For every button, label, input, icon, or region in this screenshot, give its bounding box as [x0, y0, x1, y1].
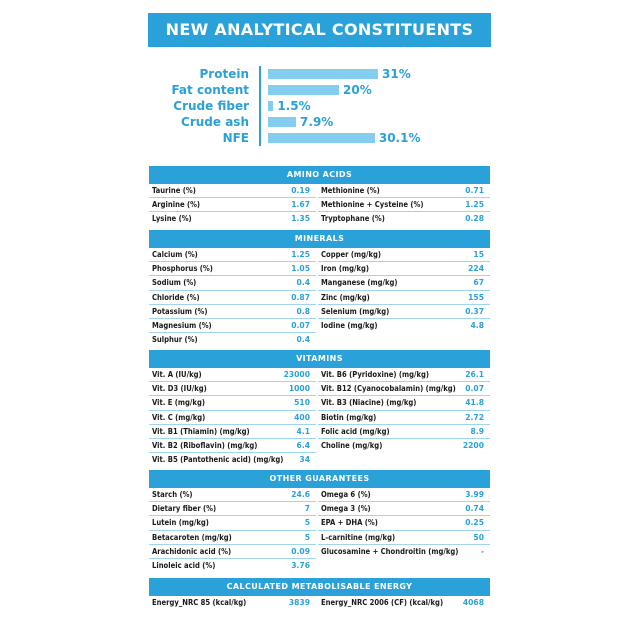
bar-value-label: 20% — [343, 83, 372, 97]
nutrient-value: 1.35 — [291, 214, 310, 224]
table-cell — [318, 198, 490, 212]
table-cell — [149, 291, 316, 305]
nutrient-name: Vit. A (IU/kg) — [152, 370, 202, 379]
nutrient-name: Energy_NRC 85 (kcal/kg) — [152, 598, 247, 607]
bar — [268, 133, 375, 143]
nutrient-value: 50 — [473, 532, 484, 542]
table-row — [149, 502, 490, 516]
nutrient-name: Taurine (%) — [152, 186, 196, 195]
table-cell — [149, 596, 316, 610]
table-row — [149, 439, 490, 453]
nutrient-value: 4068 — [462, 598, 484, 607]
table-row — [149, 596, 490, 610]
nutrient-value: 8.9 — [470, 426, 484, 436]
nutrient-name: Sodium (%) — [152, 278, 197, 288]
table-cell — [318, 488, 490, 502]
table-cell — [149, 396, 316, 410]
bar-value-label: 1.5% — [277, 99, 311, 113]
bar-label: Crude fiber — [173, 99, 249, 113]
table-row — [149, 488, 490, 502]
bar-value-label: 31% — [382, 67, 411, 81]
nutrient-value: 155 — [468, 292, 484, 302]
section-header: VITAMINS — [149, 350, 490, 368]
nutrient-value: 2.72 — [465, 412, 484, 422]
nutrient-name: Tryptophane (%) — [321, 214, 385, 224]
bar-label: NFE — [222, 131, 249, 145]
nutrient-name: Potassium (%) — [152, 306, 208, 316]
table-cell — [318, 248, 490, 262]
table-section — [149, 230, 490, 347]
section-header: OTHER GUARANTEES — [149, 470, 490, 488]
nutrient-name: Calcium (%) — [152, 250, 198, 259]
table-cell — [149, 333, 316, 347]
nutrient-name: Chloride (%) — [152, 292, 200, 302]
table-cell — [149, 545, 316, 559]
table-cell — [149, 184, 316, 198]
nutrient-value: 0.07 — [291, 320, 310, 330]
nutrient-name: Betacaroten (mg/kg) — [152, 532, 232, 542]
nutrient-name: Glucosamine + Chondroitin (mg/kg) — [321, 546, 459, 556]
bar-row — [0, 98, 640, 114]
table-cell — [149, 305, 316, 319]
table-section — [149, 166, 490, 227]
bar-row — [0, 66, 640, 82]
table-row — [149, 184, 490, 198]
table-cell — [149, 425, 316, 439]
table-cell — [149, 488, 316, 502]
section-header: AMINO ACIDS — [149, 166, 490, 184]
table-cell — [149, 276, 316, 290]
nutrient-name: Choline (mg/kg) — [321, 440, 383, 450]
nutrient-name: Omega 3 (%) — [321, 504, 371, 514]
table-section — [149, 470, 490, 573]
nutrient-value: 1.67 — [291, 200, 310, 210]
nutrient-name: Lysine (%) — [152, 214, 192, 224]
table-cell — [149, 319, 316, 333]
table-cell — [318, 502, 490, 516]
table-cell — [318, 291, 490, 305]
table-cell — [318, 382, 490, 396]
nutrient-value: 0.71 — [465, 186, 484, 195]
table-cell — [318, 276, 490, 290]
table-cell — [149, 439, 316, 453]
nutrient-name: Vit. B6 (Pyridoxine) (mg/kg) — [321, 370, 430, 379]
table-row — [149, 382, 490, 396]
nutrient-name: Arachidonic acid (%) — [152, 546, 232, 556]
table-row — [149, 368, 490, 382]
table-row — [149, 453, 490, 467]
bar-row — [0, 114, 640, 130]
table-row — [149, 305, 490, 319]
table-row — [149, 248, 490, 262]
nutrient-name: Folic acid (mg/kg) — [321, 426, 390, 436]
table-row — [149, 333, 490, 347]
nutrient-name: Linoleic acid (%) — [152, 560, 216, 570]
table-cell — [149, 559, 316, 573]
nutrient-value: 0.07 — [465, 384, 484, 394]
table-row — [149, 516, 490, 530]
nutrient-value: 15 — [473, 250, 484, 259]
table-cell — [149, 248, 316, 262]
nutrient-name: Vit. D3 (IU/kg) — [152, 384, 207, 394]
nutrient-name: Copper (mg/kg) — [321, 250, 382, 259]
nutrient-value: 1.25 — [465, 200, 484, 210]
nutrient-name: Sulphur (%) — [152, 335, 198, 345]
nutrient-value: 224 — [468, 264, 484, 274]
nutrient-name: Methionine (%) — [321, 186, 380, 195]
nutrient-value: 67 — [473, 278, 484, 288]
nutrient-value: 400 — [294, 412, 310, 422]
table-cell — [318, 545, 490, 559]
table-cell — [318, 305, 490, 319]
table-cell — [149, 212, 316, 226]
nutrient-name: Iron (mg/kg) — [321, 264, 370, 274]
nutrient-name: Starch (%) — [152, 490, 193, 499]
nutrient-value: 4.1 — [296, 426, 310, 436]
nutrient-value: 41.8 — [465, 398, 484, 408]
nutrient-value: 7 — [304, 504, 310, 514]
table-row — [149, 545, 490, 559]
nutrient-name: Biotin (mg/kg) — [321, 412, 377, 422]
nutrient-value: 34 — [299, 455, 310, 465]
page-title: NEW ANALYTICAL CONSTITUENTS — [148, 13, 491, 47]
table-cell — [149, 502, 316, 516]
nutrient-value: 0.4 — [296, 278, 310, 288]
bar — [268, 101, 273, 111]
nutrient-name: Iodine (mg/kg) — [321, 320, 378, 330]
table-section — [149, 578, 490, 610]
bar — [268, 85, 339, 95]
nutrient-name: Vit. B3 (Niacine) (mg/kg) — [321, 398, 417, 408]
nutrient-value: 1.05 — [291, 264, 310, 274]
nutrient-name: Energy_NRC 2006 (CF) (kcal/kg) — [321, 598, 444, 607]
nutrient-value: 3.76 — [291, 560, 310, 570]
nutrient-value: 0.28 — [465, 214, 484, 224]
nutrient-name: Omega 6 (%) — [321, 490, 371, 499]
bar-label: Crude ash — [181, 115, 249, 129]
nutrient-value: 23000 — [283, 370, 310, 379]
nutrient-value: 3839 — [288, 598, 310, 607]
nutrient-name: Vit. E (mg/kg) — [152, 398, 205, 408]
table-section — [149, 350, 490, 467]
nutrient-value: 26.1 — [465, 370, 484, 379]
nutrient-value: 510 — [294, 398, 310, 408]
nutrient-name: Manganese (mg/kg) — [321, 278, 398, 288]
nutrient-name: Methionine + Cysteine (%) — [321, 200, 424, 210]
table-cell — [318, 212, 490, 226]
table-cell — [318, 184, 490, 198]
nutrient-value: 6.4 — [296, 440, 310, 450]
nutrient-value: 0.4 — [296, 335, 310, 345]
nutrient-name: Vit. B12 (Cyanocobalamin) (mg/kg) — [321, 384, 456, 394]
table-row — [149, 396, 490, 410]
table-cell — [318, 439, 490, 453]
analytical-bar-chart — [0, 66, 640, 146]
nutrient-name: Lutein (mg/kg) — [152, 518, 209, 528]
nutrient-name: Zinc (mg/kg) — [321, 292, 370, 302]
table-cell — [149, 411, 316, 425]
nutrient-name: Vit. B2 (Riboflavin) (mg/kg) — [152, 440, 258, 450]
nutrient-value: 5 — [304, 532, 310, 542]
nutrient-value: 5 — [304, 518, 310, 528]
nutrient-name: Vit. C (mg/kg) — [152, 412, 206, 422]
table-cell — [149, 382, 316, 396]
table-cell — [318, 516, 490, 530]
nutrient-value: 2200 — [462, 440, 484, 450]
nutrient-value: 0.74 — [465, 504, 484, 514]
table-cell — [318, 262, 490, 276]
bar-label: Protein — [199, 67, 249, 81]
table-row — [149, 276, 490, 290]
bar-value-label: 7.9% — [300, 115, 334, 129]
nutrient-value: 0.87 — [291, 292, 310, 302]
nutrient-value: 3.99 — [465, 490, 484, 499]
nutrient-name: Vit. B1 (Thiamin) (mg/kg) — [152, 426, 250, 436]
bar — [268, 69, 378, 79]
table-cell — [318, 396, 490, 410]
table-cell — [149, 262, 316, 276]
table-row — [149, 198, 490, 212]
bar-row — [0, 82, 640, 98]
nutrient-value: 0.19 — [291, 186, 310, 195]
section-header: MINERALS — [149, 230, 490, 248]
nutrient-name: EPA + DHA (%) — [321, 518, 378, 528]
section-header: CALCULATED METABOLISABLE ENERGY — [149, 578, 490, 596]
bar-value-label: 30.1% — [378, 131, 421, 145]
table-cell — [318, 368, 490, 382]
table-cell — [149, 368, 316, 382]
table-cell — [318, 411, 490, 425]
table-row — [149, 425, 490, 439]
table-cell — [149, 531, 316, 545]
table-cell — [318, 531, 490, 545]
table-row — [149, 531, 490, 545]
table-cell — [149, 516, 316, 530]
nutrient-name: Selenium (mg/kg) — [321, 306, 390, 316]
nutrient-value: 0.25 — [465, 518, 484, 528]
table-row — [149, 319, 490, 333]
nutrient-value: 24.6 — [291, 490, 310, 499]
table-cell — [318, 425, 490, 439]
bar — [268, 117, 296, 127]
table-cell — [149, 453, 316, 467]
table-cell — [318, 319, 490, 333]
nutrient-value: 0.09 — [291, 546, 310, 556]
nutrient-name: Arginine (%) — [152, 200, 201, 210]
nutrient-name: Vit. B5 (Pantothenic acid) (mg/kg) — [152, 455, 284, 465]
table-cell — [318, 596, 490, 610]
nutrient-value: 0.8 — [296, 306, 310, 316]
nutrient-name: Magnesium (%) — [152, 320, 212, 330]
table-row — [149, 212, 490, 226]
table-row — [149, 559, 490, 573]
table-row — [149, 291, 490, 305]
nutrient-value: 4.8 — [470, 320, 484, 330]
bar-label: Fat content — [171, 83, 249, 97]
nutrient-value: - — [480, 546, 484, 556]
table-row — [149, 411, 490, 425]
table-cell — [149, 198, 316, 212]
nutrient-name: Phosphorus (%) — [152, 264, 213, 274]
table-row — [149, 262, 490, 276]
bar-row — [0, 130, 640, 146]
nutrient-value: 0.37 — [465, 306, 484, 316]
nutrient-name: L-carnitine (mg/kg) — [321, 532, 396, 542]
nutrient-value: 1.25 — [291, 250, 310, 259]
nutrient-value: 1000 — [288, 384, 310, 394]
nutrient-name: Dietary fiber (%) — [152, 504, 217, 514]
